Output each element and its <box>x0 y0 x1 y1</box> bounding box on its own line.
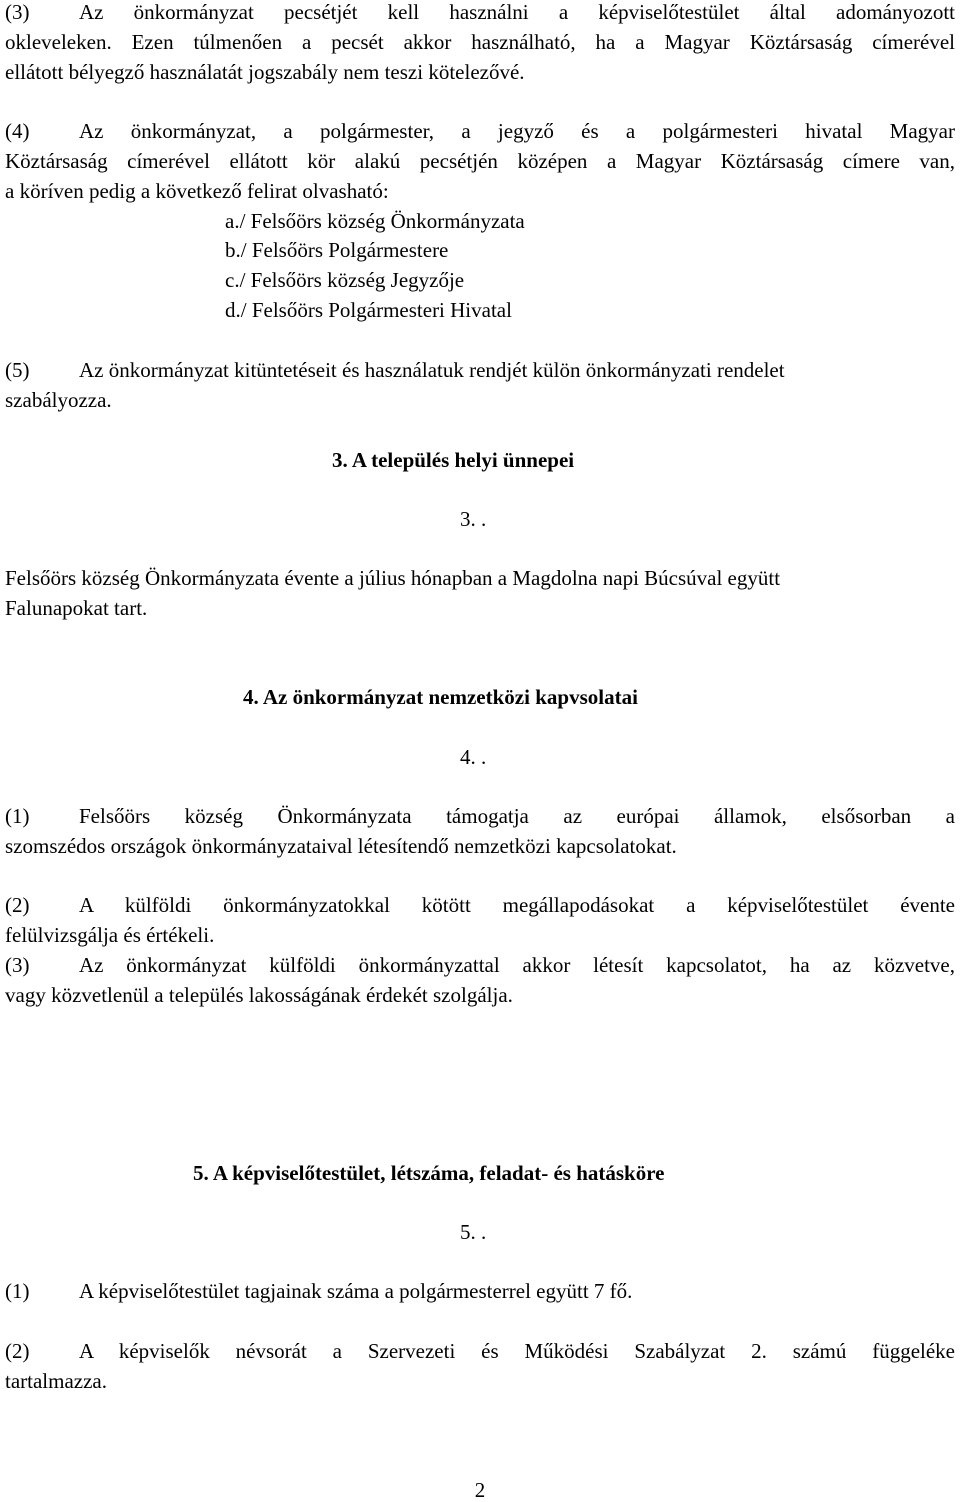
section-4-heading: 4. Az önkormányzat nemzetközi kapvsolatai <box>243 685 638 709</box>
paragraph-3-line-3: ellátott bélyegző használatát jogszabály nem teszi kötelezővé. <box>5 60 525 84</box>
section-4-paragraph-2-line-2: felülvizsgálja és értékeli. <box>5 923 215 947</box>
paragraph-text: Felsőörs község Önkormányzata támogatja az európai államok, elsősorban a <box>79 804 955 828</box>
section-4-paragraph-3-line-2: vagy közvetlenül a település lakosságának érdekét szolgálja. <box>5 983 513 1007</box>
seal-inscription-item: d./ Felsőörs Polgármesteri Hivatal <box>225 298 512 322</box>
section-5-paragraph-1-line-1 <box>5 1276 955 1306</box>
paragraph-marker: (3) <box>5 953 30 977</box>
section-4-paragraph-3-line-1 <box>5 950 955 980</box>
section-5-paragraph-2-line-2: tartalmazza. <box>5 1369 108 1393</box>
paragraph-3-line-1 <box>5 0 955 27</box>
paragraph-4-line-1 <box>5 116 955 146</box>
section-3-label: 3. . <box>460 507 487 531</box>
paragraph-text: A képviselők névsorát a Szervezeti és Működési Szabályzat 2. számú függeléke <box>79 1339 955 1363</box>
section-5-heading: 5. A képviselőtestület, létszáma, feladat- és hatásköre <box>193 1161 665 1185</box>
paragraph-5-line-1 <box>5 355 955 385</box>
paragraph-4-line-2: Köztársaság címerével ellátott kör alakú pecsétjén középen a Magyar Köztársaság címere van, <box>5 149 955 173</box>
paragraph-marker: (1) <box>5 1279 30 1303</box>
paragraph-marker: (1) <box>5 804 30 828</box>
paragraph-text: Az önkormányzat pecsétjét kell használni a képviselőtestület által adományozott <box>79 0 955 24</box>
seal-inscription-item: b./ Felsőörs Polgármestere <box>225 238 449 262</box>
paragraph-marker: (3) <box>5 0 30 24</box>
section-5-paragraph-2-line-1 <box>5 1336 955 1366</box>
paragraph-text: A képviselőtestület tagjainak száma a polgármesterrel együtt 7 fő. <box>79 1279 633 1303</box>
paragraph-4-line-3: a köríven pedig a következő felirat olvasható: <box>5 179 389 203</box>
section-4-label: 4. . <box>460 745 487 769</box>
page-number: 2 <box>474 1478 486 1502</box>
paragraph-marker: (2) <box>5 893 30 917</box>
paragraph-text: Az önkormányzat, a polgármester, a jegyző és a polgármesteri hivatal Magyar <box>79 119 955 143</box>
seal-inscription-item: a./ Felsőörs község Önkormányzata <box>225 209 525 233</box>
section-4-paragraph-2-line-1 <box>5 890 955 920</box>
paragraph-3-line-2: okleveleken. Ezen túlmenően a pecsét akkor használható, ha a Magyar Köztársaság címerével <box>5 30 955 54</box>
section-3-line-1: Felsőörs község Önkormányzata évente a július hónapban a Magdolna napi Búcsúval együtt <box>5 566 781 590</box>
paragraph-text: Az önkormányzat kitüntetéseit és használatuk rendjét külön önkormányzati rendelet <box>79 358 785 382</box>
paragraph-text: A külföldi önkormányzatokkal kötött megállapodásokat a képviselőtestület évente <box>79 893 955 917</box>
section-4-paragraph-1-line-2: szomszédos országok önkormányzataival létesítendő nemzetközi kapcsolatokat. <box>5 834 677 858</box>
paragraph-marker: (5) <box>5 358 30 382</box>
section-3-heading: 3. A település helyi ünnepei <box>332 448 575 472</box>
paragraph-text: Az önkormányzat külföldi önkormányzattal akkor létesít kapcsolatot, ha az közvetve, <box>79 953 955 977</box>
paragraph-5-line-2: szabályozza. <box>5 388 112 412</box>
section-3-line-2: Falunapokat tart. <box>5 596 148 620</box>
section-5-label: 5. . <box>460 1220 487 1244</box>
section-4-paragraph-1-line-1 <box>5 801 955 831</box>
seal-inscription-item: c./ Felsőörs község Jegyzője <box>225 268 465 292</box>
paragraph-marker: (4) <box>5 119 30 143</box>
paragraph-marker: (2) <box>5 1339 30 1363</box>
